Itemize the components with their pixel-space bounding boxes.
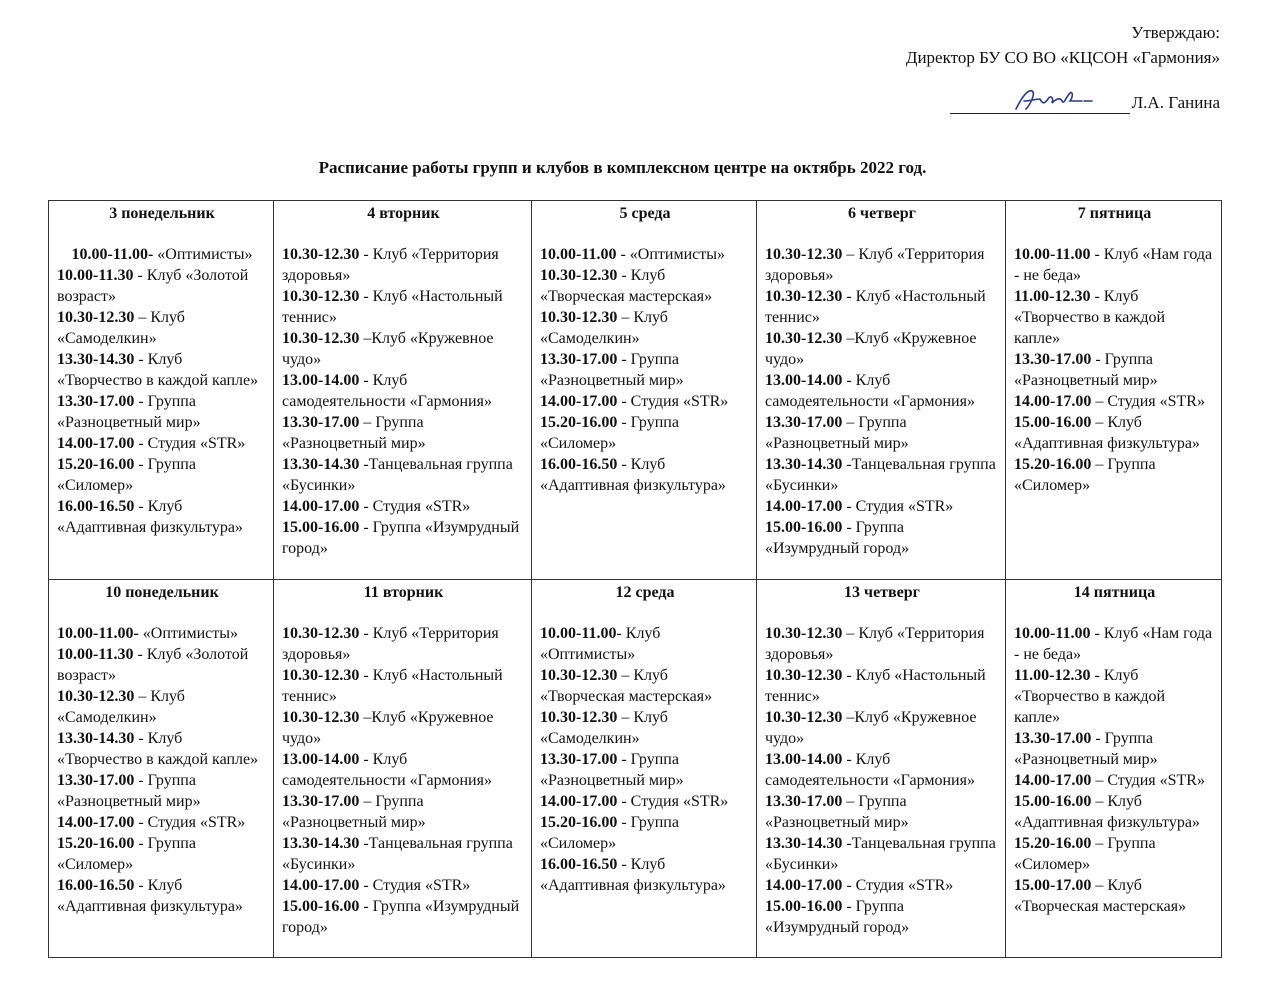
schedule-entry [57, 644, 267, 686]
day-header: 7 пятница [1077, 205, 1152, 222]
entry-time: 13.00-14.00 [282, 372, 360, 389]
entry-activity: – Клуб «Самоделкин» [540, 309, 672, 347]
entry-time: 10.30-12.30 [765, 246, 843, 263]
schedule-entry [540, 665, 750, 707]
signer-name: Л.А. Ганина [1131, 93, 1220, 112]
schedule-entry [57, 265, 267, 307]
day-cell [49, 201, 274, 580]
schedule-entry [765, 244, 999, 286]
schedule-entry [57, 770, 267, 812]
schedule-entry [1014, 665, 1215, 728]
schedule-entry [57, 833, 267, 875]
entry-time: 10.30-12.30 [57, 687, 135, 705]
entry-activity: - Клуб «Нам года - не беда» [1014, 624, 1217, 663]
entry-activity: - Группа «Изумрудный город» [765, 897, 910, 936]
day-header: 11 вторник [363, 583, 444, 601]
entry-activity: - Клуб «Адаптивная физкультура» [57, 498, 243, 536]
entry-activity: - Группа «Разноцветный мир» [1014, 351, 1158, 389]
entry-time: 13.30-17.00 [540, 351, 618, 368]
entry-activity: - Группа «Изумрудный город» [282, 897, 524, 936]
entry-time: 10.30-12.30 [282, 288, 360, 305]
schedule-entry [57, 244, 267, 265]
day-cell [757, 201, 1006, 580]
entry-activity: - Клуб самодеятельности «Гармония» [282, 750, 492, 789]
entry-time: 15.00-16.00 [1014, 792, 1092, 810]
day-cell [532, 579, 757, 958]
entry-time: 10.00-11.00- [71, 246, 154, 263]
entry-time: 10.30-12.30 [765, 666, 843, 684]
entry-activity: – Группа «Разноцветный мир» [282, 414, 428, 452]
schedule-entry [282, 875, 525, 896]
entry-activity: - Студия «STR» [359, 876, 471, 894]
day-header: 14 пятница [1073, 583, 1156, 601]
entry-activity: – Клуб «Территория здоровья» [765, 246, 989, 284]
entry-activity: - Группа «Силомер» [540, 414, 683, 452]
entry-activity: - Клуб самодеятельности «Гармония» [765, 750, 975, 789]
page-title: Расписание работы групп и клубов в комплексном центре на октябрь 2022 год. [318, 158, 927, 177]
schedule-entry [282, 328, 525, 370]
entry-activity: –Клуб «Кружевное чудо» [282, 708, 498, 747]
schedule-entry [57, 686, 267, 728]
entry-activity: – Клуб «Творческая мастерская» [540, 666, 713, 705]
entry-time: 15.20-16.00 [540, 414, 618, 431]
schedule-entry [765, 412, 999, 454]
entry-time: 10.30-12.30 [765, 330, 843, 347]
entry-time: 15.20-16.00 [57, 834, 135, 852]
schedule-entry [282, 286, 525, 328]
entry-activity: - Клуб «Настольный теннис» [765, 288, 990, 326]
entry-time: 13.30-17.00 [57, 771, 135, 789]
entry-activity: – Клуб «Самоделкин» [57, 309, 189, 347]
schedule-entry [282, 791, 525, 833]
schedule-entry [1014, 412, 1215, 454]
day-cell [49, 579, 274, 958]
entry-activity: – Группа «Силомер» [1014, 834, 1160, 873]
entry-time: 13.00-14.00 [765, 372, 843, 389]
schedule-entry [57, 496, 267, 538]
schedule-entry [765, 517, 999, 559]
day-cell [274, 201, 532, 580]
schedule-entry [57, 433, 267, 454]
schedule-table [48, 200, 1222, 958]
entry-time: 13.30-17.00 [765, 414, 843, 431]
day-cell [757, 579, 1006, 958]
entry-time: 13.30-17.00 [282, 414, 360, 431]
entry-activity: –Клуб «Кружевное чудо» [765, 708, 981, 747]
schedule-entry [765, 623, 999, 665]
schedule-entry [57, 812, 267, 833]
schedule-entry [282, 665, 525, 707]
entry-activity: - Группа «Разноцветный мир» [540, 750, 684, 789]
schedule-entry [540, 391, 750, 412]
entry-activity: – Клуб «Адаптивная физкультура» [1014, 414, 1200, 452]
entry-activity: - Клуб «Золотой возраст» [57, 267, 253, 305]
entry-activity: - Клуб самодеятельности «Гармония» [282, 372, 492, 410]
schedule-entry [1014, 875, 1215, 917]
schedule-entry [765, 749, 999, 791]
day-cell [532, 201, 757, 580]
entry-time: 14.00-17.00 [282, 498, 360, 515]
schedule-entry [765, 707, 999, 749]
entry-time: 10.00-11.30 [57, 645, 134, 663]
week-row [49, 579, 1222, 958]
entry-time: 14.00-17.00 [282, 876, 360, 894]
entry-time: 16.00-16.50 [540, 855, 618, 873]
entry-time: 15.00-17.00 [1014, 876, 1092, 894]
entry-activity: - «Оптимисты» [616, 246, 725, 263]
entry-time: 13.30-17.00 [1014, 351, 1092, 368]
schedule-entry [57, 454, 267, 496]
entry-activity: -Танцевальная группа «Бусинки» [282, 456, 517, 494]
schedule-entry [57, 349, 267, 391]
entry-time: 11.00-12.30 [1014, 666, 1091, 684]
entry-activity: - Клуб «Адаптивная физкультура» [57, 876, 243, 915]
week-row [49, 201, 1222, 580]
schedule-entry [282, 496, 525, 517]
entry-time: 13.30-17.00 [57, 393, 135, 410]
schedule-entry [1014, 454, 1215, 496]
entry-time: 15.20-16.00 [1014, 456, 1092, 473]
entry-activity: - Клуб «Творчество в каждой капле» [1014, 288, 1170, 347]
schedule-entry [282, 896, 525, 938]
entry-activity: – Группа «Разноцветный мир» [765, 792, 911, 831]
entry-activity: - Группа «Изумрудный город» [765, 519, 910, 557]
entry-time: 10.30-12.30 [57, 309, 135, 326]
day-cell [1006, 201, 1222, 580]
entry-activity: -Танцевальная группа «Бусинки» [282, 834, 517, 873]
entry-activity: - Студия «STR» [617, 792, 729, 810]
entry-activity: - Группа «Силомер» [57, 834, 200, 873]
entry-activity: - Клуб «Территория здоровья» [282, 624, 503, 663]
schedule-entry [1014, 728, 1215, 770]
entry-time: 10.30-12.30 [282, 666, 360, 684]
schedule-entry [1014, 833, 1215, 875]
schedule-entry [282, 454, 525, 496]
schedule-entry [540, 707, 750, 749]
entry-time: 15.20-16.00 [1014, 834, 1092, 852]
director-title: Директор БУ СО ВО «КЦСОН «Гармония» [905, 48, 1220, 67]
schedule-entry [540, 349, 750, 391]
entry-time: 13.30-14.30 [57, 729, 135, 747]
entry-time: 14.00-17.00 [1014, 771, 1092, 789]
schedule-entry [57, 623, 267, 644]
entry-time: 10.00-11.30 [57, 267, 134, 284]
approve-label: Утверждаю: [1131, 23, 1220, 42]
entry-time: 14.00-17.00 [765, 498, 843, 515]
schedule-entry [1014, 791, 1215, 833]
entry-time: 13.30-17.00 [282, 792, 360, 810]
entry-time: 15.00-16.00 [765, 519, 843, 536]
schedule-entry [282, 517, 525, 559]
entry-time: 14.00-17.00 [57, 435, 135, 452]
entry-activity: - Группа «Силомер» [57, 456, 200, 494]
entry-time: 14.00-17.00 [540, 792, 618, 810]
entry-activity: - Клуб «Территория здоровья» [282, 246, 503, 284]
day-header: 6 четверг [848, 205, 916, 222]
entry-time: 13.30-14.30 [765, 456, 843, 473]
entry-time: 10.30-12.30 [282, 246, 360, 263]
entry-time: 13.00-14.00 [282, 750, 360, 768]
schedule-entry [540, 812, 750, 854]
schedule-entry [540, 412, 750, 454]
entry-time: 10.00-11.00 [540, 246, 617, 263]
schedule-entry [1014, 349, 1215, 391]
entry-activity: - Студия «STR» [842, 498, 954, 515]
entry-time: 10.30-12.30 [282, 708, 360, 726]
entry-time: 13.30-14.30 [57, 351, 135, 368]
schedule-entry [282, 833, 525, 875]
schedule-entry [540, 749, 750, 791]
schedule-entry [282, 412, 525, 454]
entry-activity: – Студия «STR» [1091, 393, 1205, 410]
schedule-entry [57, 391, 267, 433]
entry-time: 10.30-12.30 [540, 708, 618, 726]
schedule-entry [1014, 391, 1215, 412]
entry-activity: - Студия «STR» [842, 876, 954, 894]
entry-activity: - Клуб «Адаптивная физкультура» [540, 855, 726, 894]
schedule-entry [282, 370, 525, 412]
entry-activity: –Клуб «Кружевное чудо» [765, 330, 981, 368]
schedule-entry [540, 791, 750, 812]
schedule-entry [765, 328, 999, 370]
entry-activity: - Клуб «Творчество в каждой капле» [1014, 666, 1170, 726]
entry-time: 15.20-16.00 [540, 813, 618, 831]
entry-time: 13.00-14.00 [765, 750, 843, 768]
entry-time: 13.30-17.00 [540, 750, 618, 768]
entry-activity: – Клуб «Творческая мастерская» [1014, 876, 1187, 915]
schedule-entry [282, 244, 525, 286]
entry-time: 13.30-14.30 [282, 834, 360, 852]
handwritten-signature [1012, 87, 1102, 113]
schedule-entry [765, 833, 999, 875]
entry-time: 16.00-16.50 [57, 498, 135, 515]
day-header: 5 среда [619, 205, 671, 222]
schedule-entry [765, 875, 999, 896]
schedule-entry [282, 707, 525, 749]
schedule-entry [765, 665, 999, 707]
entry-activity: -Танцевальная группа «Бусинки» [765, 456, 1000, 494]
entry-activity: - Клуб «Творчество в каждой капле» [57, 351, 259, 389]
schedule-entry [540, 623, 750, 665]
entry-activity: - Клуб «Адаптивная физкультура» [540, 456, 726, 494]
entry-activity: - Группа «Разноцветный мир» [1014, 729, 1158, 768]
entry-time: 10.30-12.30 [765, 288, 843, 305]
schedule-entry [1014, 770, 1215, 791]
schedule-entry [540, 454, 750, 496]
entry-activity: –Клуб «Кружевное чудо» [282, 330, 498, 368]
day-header: 3 понедельник [109, 205, 215, 222]
entry-activity: – Клуб «Самоделкин» [540, 708, 672, 747]
entry-activity: - Группа «Разноцветный мир» [540, 351, 684, 389]
entry-time: 16.00-16.50 [57, 876, 135, 894]
entry-time: 10.00-11.00- [57, 624, 139, 642]
entry-time: 14.00-17.00 [1014, 393, 1092, 410]
entry-time: 13.30-17.00 [1014, 729, 1092, 747]
entry-activity: - Клуб «Нам года - не беда» [1014, 246, 1217, 284]
entry-time: 13.30-14.30 [765, 834, 843, 852]
entry-activity: - Студия «STR» [359, 498, 471, 515]
entry-time: 14.00-17.00 [765, 876, 843, 894]
entry-activity: – Группа «Разноцветный мир» [765, 414, 911, 452]
entry-activity: «Оптимисты» [153, 246, 253, 263]
schedule-entry [540, 307, 750, 349]
entry-time: 10.30-12.30 [765, 624, 843, 642]
schedule-entry [765, 896, 999, 938]
entry-time: 15.00-16.00 [282, 519, 360, 536]
entry-activity: - Студия «STR» [617, 393, 729, 410]
schedule-entry [57, 307, 267, 349]
entry-activity: – Группа «Силомер» [1014, 456, 1160, 494]
approval-block [906, 22, 1220, 114]
entry-activity: - Клуб «Оптимисты» [540, 624, 665, 663]
entry-activity: «Оптимисты» [138, 624, 238, 642]
entry-time: 15.20-16.00 [57, 456, 135, 473]
entry-activity: - Клуб «Золотой возраст» [57, 645, 253, 684]
entry-time: 14.00-17.00 [540, 393, 618, 410]
entry-activity: – Клуб «Территория здоровья» [765, 624, 989, 663]
day-cell [274, 579, 532, 958]
entry-activity: - Клуб «Творчество в каждой капле» [57, 729, 259, 768]
day-cell [1006, 579, 1222, 958]
entry-time: 10.30-12.30 [540, 666, 618, 684]
entry-time: 10.00-11.00 [1014, 624, 1091, 642]
schedule-entry [1014, 623, 1215, 665]
schedule-entry [282, 749, 525, 791]
entry-activity: - Группа «Изумрудный город» [282, 519, 524, 557]
schedule-entry [57, 875, 267, 917]
entry-time: 13.30-17.00 [765, 792, 843, 810]
entry-time: 16.00-16.50 [540, 456, 618, 473]
entry-activity: – Клуб «Самоделкин» [57, 687, 189, 726]
schedule-entry [765, 791, 999, 833]
entry-activity: - Клуб «Настольный теннис» [282, 288, 507, 326]
day-header: 10 понедельник [105, 583, 219, 601]
entry-activity: - Группа «Разноцветный мир» [57, 771, 201, 810]
entry-activity: -Танцевальная группа «Бусинки» [765, 834, 1000, 873]
schedule-entry [540, 854, 750, 896]
entry-time: 14.00-17.00 [57, 813, 135, 831]
day-header: 4 вторник [367, 205, 440, 222]
entry-time: 10.30-12.30 [765, 708, 843, 726]
schedule-entry [765, 370, 999, 412]
entry-activity: - Клуб самодеятельности «Гармония» [765, 372, 975, 410]
schedule-entry [1014, 244, 1215, 286]
entry-time: 10.00-11.00 [1014, 246, 1091, 263]
entry-time: 10.30-12.30 [540, 309, 618, 326]
entry-time: 11.00-12.30 [1014, 288, 1091, 305]
schedule-entry [282, 623, 525, 665]
schedule-entry [540, 265, 750, 307]
entry-time: 15.00-16.00 [765, 897, 843, 915]
entry-activity: – Студия «STR» [1091, 771, 1205, 789]
entry-activity: - Студия «STR» [134, 435, 246, 452]
schedule-entry [1014, 286, 1215, 349]
entry-activity: - Группа «Силомер» [540, 813, 683, 852]
day-header: 13 четверг [844, 583, 920, 601]
entry-time: 10.30-12.30 [540, 267, 618, 284]
signature-line [950, 89, 1130, 114]
schedule-entry [765, 496, 999, 517]
entry-activity: - Клуб «Настольный теннис» [765, 666, 990, 705]
entry-time: 10.30-12.30 [282, 624, 360, 642]
entry-time: 15.00-16.00 [282, 897, 360, 915]
day-header: 12 среда [615, 583, 675, 601]
entry-activity: – Клуб «Адаптивная физкультура» [1014, 792, 1200, 831]
entry-activity: - Клуб «Настольный теннис» [282, 666, 507, 705]
entry-time: 13.30-14.30 [282, 456, 360, 473]
entry-activity: - Студия «STR» [134, 813, 246, 831]
entry-time: 10.00-11.00 [540, 624, 617, 642]
signature-row [906, 89, 1220, 114]
entry-activity: - Группа «Разноцветный мир» [57, 393, 201, 431]
entry-activity: - Клуб «Творческая мастерская» [540, 267, 713, 305]
schedule-entry [765, 286, 999, 328]
entry-time: 10.30-12.30 [282, 330, 360, 347]
entry-activity: – Группа «Разноцветный мир» [282, 792, 428, 831]
schedule-entry [765, 454, 999, 496]
schedule-entry [57, 728, 267, 770]
schedule-entry [540, 244, 750, 265]
entry-time: 15.00-16.00 [1014, 414, 1092, 431]
